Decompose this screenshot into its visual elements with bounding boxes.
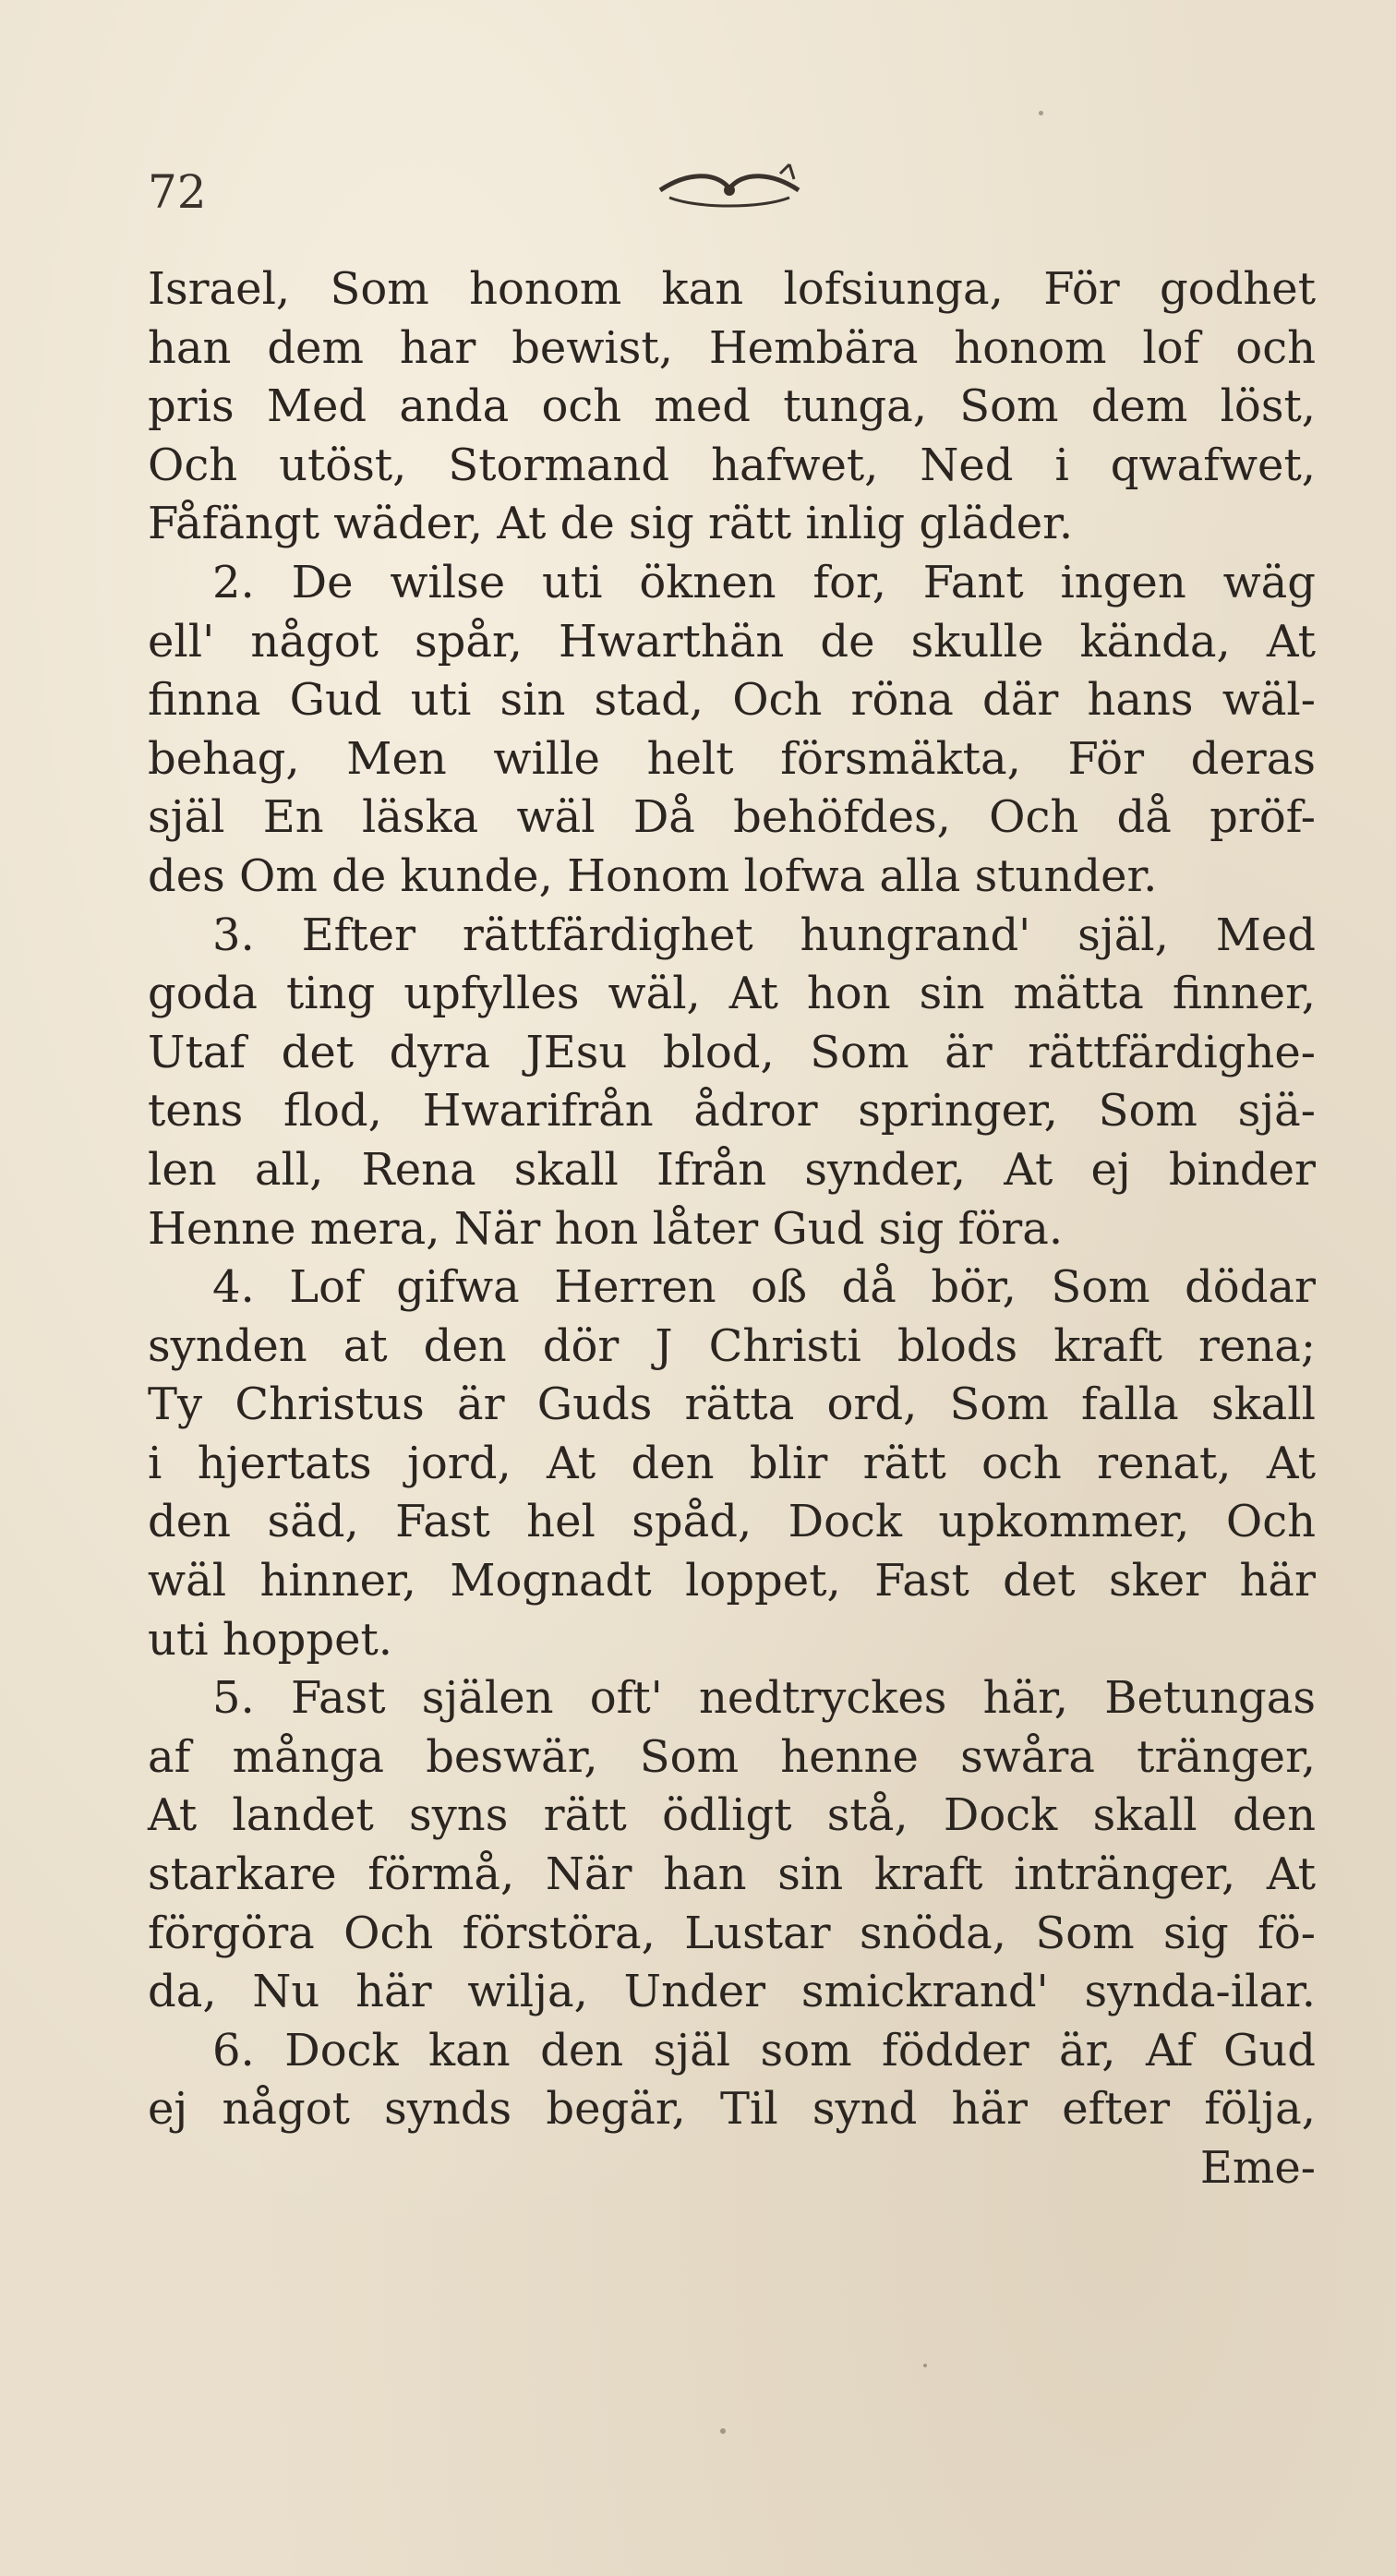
text-line: da, Nu här wilja, Under smickrand' synda-ilar. <box>148 1966 1316 2018</box>
text-line: At landet syns rätt ödligt stå, Dock skall den <box>148 1789 1316 1842</box>
paper-speck <box>720 2428 726 2434</box>
text-line: i hjertats jord, At den blir rätt och renat, At <box>148 1437 1316 1489</box>
text-line: behag, Men wille helt försmäkta, För deras <box>148 732 1316 785</box>
text-line: ej något synds begär, Til synd här efter följa, <box>148 2083 1316 2136</box>
text-line: Eme- <box>1199 2142 1316 2194</box>
page-number: 72 <box>148 165 207 219</box>
text-line: starkare förmå, När han sin kraft intränger, At <box>148 1848 1316 1901</box>
text-line: Henne mera, När hon låter Gud sig föra. <box>148 1202 1064 1255</box>
paper-speck <box>1039 111 1043 115</box>
body-text <box>148 260 1316 2198</box>
ornament-icon <box>651 163 808 218</box>
text-line: tens flod, Hwarifrån ådror springer, Som sjä- <box>148 1085 1316 1138</box>
text-line: den säd, Fast hel spåd, Dock upkommer, Och <box>148 1496 1316 1548</box>
text-line: Och utöst, Stormand hafwet, Ned i qwafwet, <box>148 439 1316 491</box>
text-line: pris Med anda och med tunga, Som dem löst, <box>148 380 1316 433</box>
text-line: 2. De wilse uti öknen for, Fant ingen wäg <box>212 556 1316 608</box>
text-line: des Om de kunde, Honom lofwa alla stunder. <box>148 849 1158 902</box>
text-line: Utaf det dyra JEsu blod, Som är rättfärdighe- <box>148 1026 1316 1078</box>
text-line: ell' något spår, Hwarthän de skulle kända, At <box>148 615 1316 668</box>
text-line: 4. Lof gifwa Herren oß då bör, Som dödar <box>212 1261 1316 1314</box>
text-line: uti hoppet. <box>148 1613 393 1666</box>
text-line: 3. Efter rättfärdighet hungrand' själ, Med <box>212 909 1316 961</box>
text-line: förgöra Och förstöra, Lustar snöda, Som sig fö- <box>148 1907 1316 1959</box>
text-line: Ty Christus är Guds rätta ord, Som falla skall <box>148 1378 1316 1431</box>
text-line: af många beswär, Som henne swåra tränger, <box>148 1730 1316 1783</box>
text-line: 6. Dock kan den själ som födder är, Af Gud <box>212 2024 1316 2076</box>
text-line: själ En läska wäl Då behöfdes, Och då pröf- <box>148 791 1316 844</box>
text-line: 5. Fast själen oft' nedtryckes här, Betungas <box>212 1672 1316 1725</box>
text-line: synden at den dör J Christi blods kraft rena; <box>148 1319 1316 1372</box>
text-line: Fåfängt wäder, At de sig rätt inlig gläder. <box>148 498 1074 550</box>
text-line: finna Gud uti sin stad, Och röna där hans wäl- <box>148 674 1316 727</box>
text-line: len all, Rena skall Ifrån synder, At ej binder <box>148 1143 1316 1196</box>
text-line: goda ting upfylles wäl, At hon sin mätta finner, <box>148 968 1316 1020</box>
text-line: han dem har bewist, Hembära honom lof och <box>148 321 1316 374</box>
text-line: wäl hinner, Mognadt loppet, Fast det sker här <box>148 1555 1316 1607</box>
page-header <box>148 155 1302 229</box>
text-line: Israel, Som honom kan lofsiunga, För godhet <box>148 263 1316 315</box>
paper-speck <box>923 2364 927 2367</box>
